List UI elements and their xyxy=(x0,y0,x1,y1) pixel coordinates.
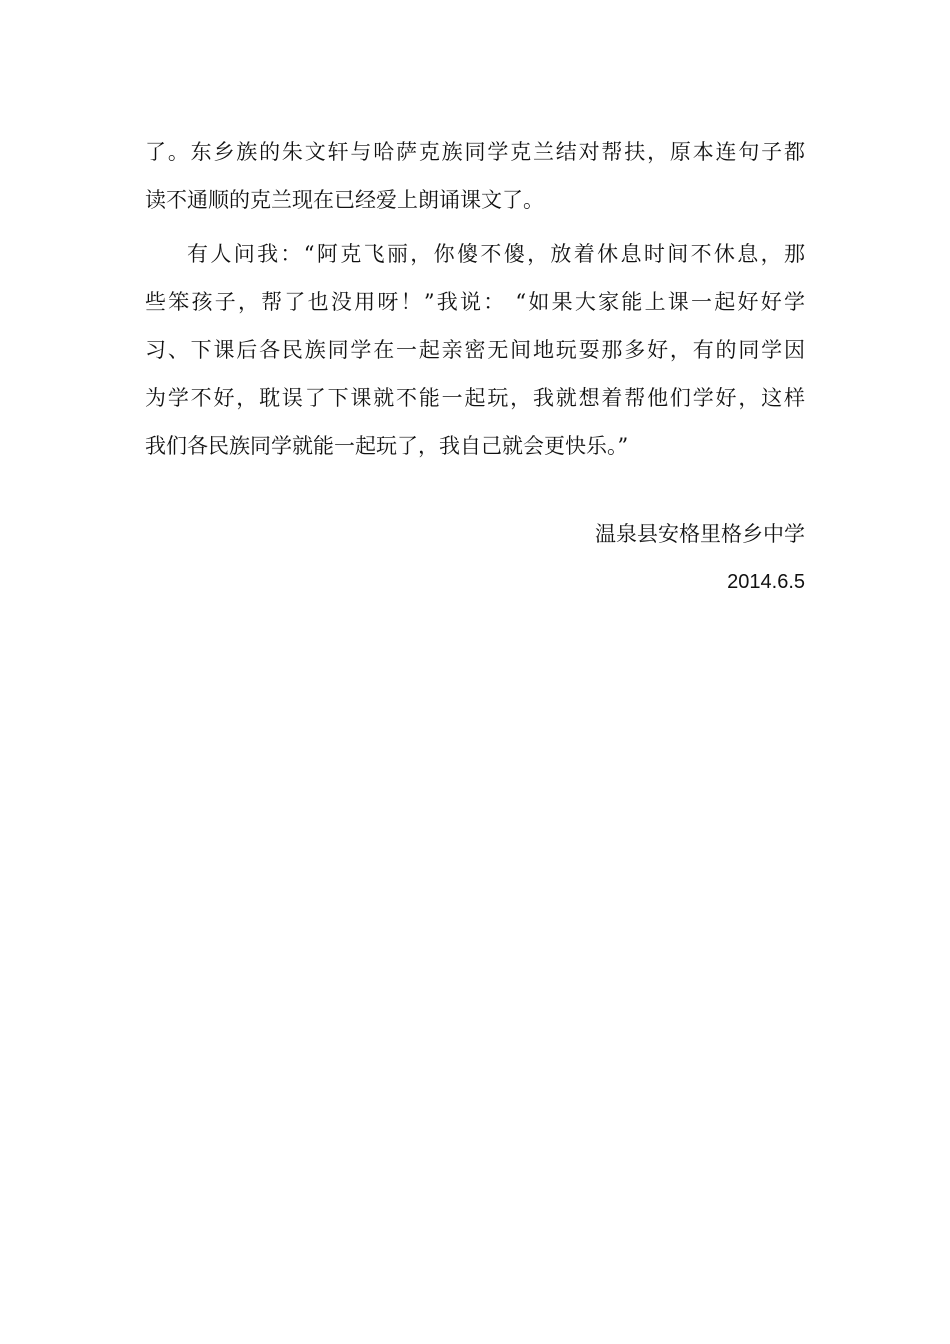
signature-spacer xyxy=(145,470,805,510)
paragraph-line: 有人问我：“阿克飞丽，你傻不傻，放着休息时间不休息，那 xyxy=(187,242,805,266)
signature-block xyxy=(145,510,805,606)
paragraph-line: 我们各民族同学就能一起玩了，我自己就会更快乐。” xyxy=(145,434,629,458)
paragraph-line: 些笨孩子，帮了也没用呀！”我说： “如果大家能上课一起好好学 xyxy=(145,290,805,314)
paragraph-line: 了。东乡族的朱文轩与哈萨克族同学克兰结对帮扶，原本连句子都 xyxy=(145,140,805,164)
signature-date: 2014.6.5 xyxy=(727,571,805,593)
school-name: 温泉县安格里格乡中学 xyxy=(595,522,805,546)
document-body xyxy=(145,128,805,606)
paragraph-line: 读不通顺的克兰现在已经爱上朗诵课文了。 xyxy=(145,188,544,212)
paragraph-line: 习、下课后各民族同学在一起亲密无间地玩耍那多好，有的同学因 xyxy=(145,338,805,362)
paragraph-2 xyxy=(145,230,805,470)
paragraph-line: 为学不好，耽误了下课就不能一起玩，我就想着帮他们学好，这样 xyxy=(145,386,805,410)
paragraph-1 xyxy=(145,128,805,224)
